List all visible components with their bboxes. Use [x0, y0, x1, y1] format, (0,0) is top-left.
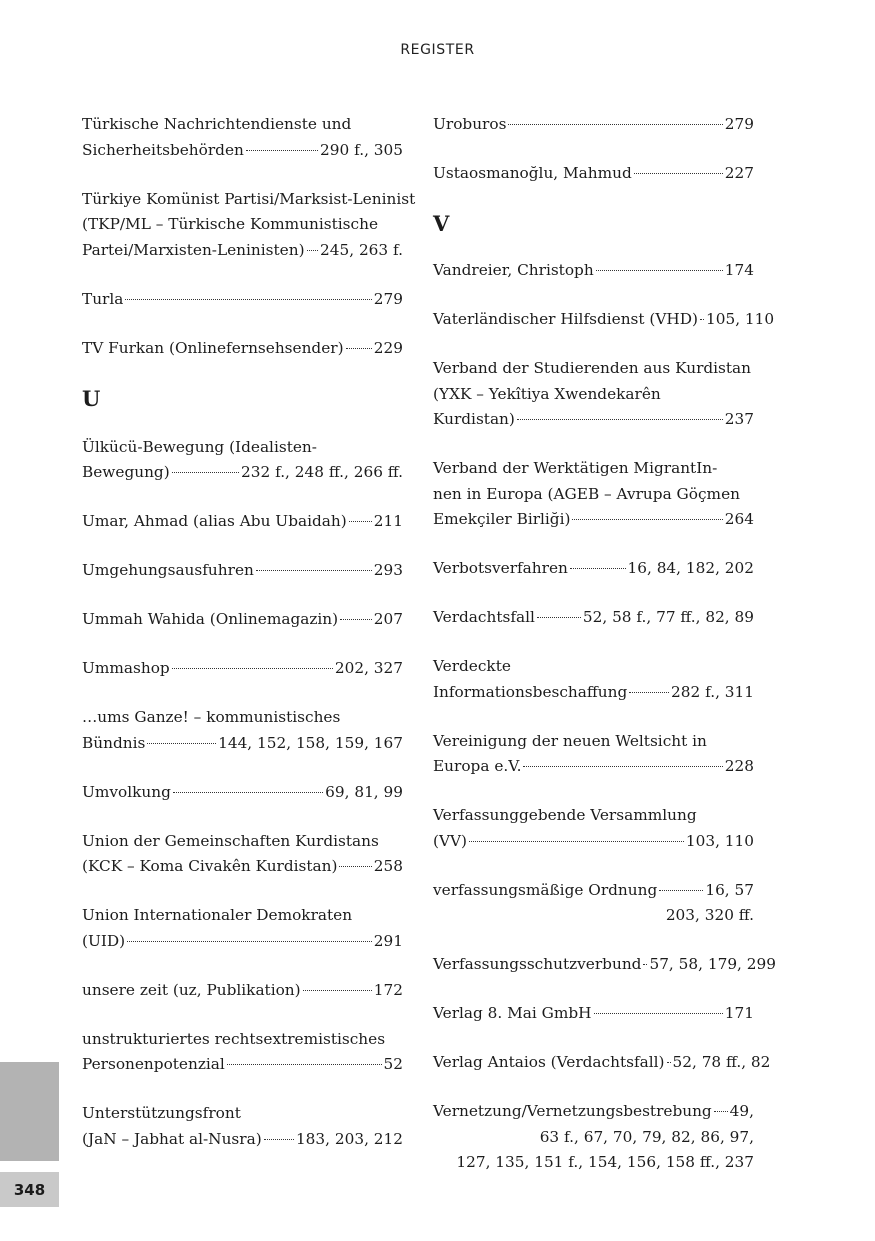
entry-line: [433, 803, 754, 829]
entry-line: [433, 556, 754, 582]
entry-line: [433, 507, 754, 533]
entry-line: [433, 680, 754, 706]
entry-term: Umar, Ahmad (alias Abu Ubaidah): [82, 512, 347, 530]
index-entry: [433, 556, 754, 582]
index-entry: [82, 656, 403, 682]
entry-pages: 228: [724, 757, 754, 775]
entry-term: Kurdistan): [433, 410, 515, 428]
entry-term: Verband der Studierenden aus Kurdistan: [433, 359, 752, 377]
section-letter: U: [82, 385, 101, 411]
index-entry: [82, 336, 403, 362]
index-entry: [433, 803, 754, 854]
entry-pages: 103, 110: [685, 831, 754, 850]
entry-term: Emekçiler Birliği): [433, 510, 571, 528]
index-entry: [82, 435, 403, 486]
index-entry: [433, 878, 754, 929]
index-entry: [433, 161, 754, 187]
entry-pages: 229: [373, 338, 403, 357]
entry-pages: 293: [373, 561, 403, 579]
index-entry: [433, 456, 754, 533]
dot-leader: [346, 348, 372, 349]
running-header: REGISTER: [400, 42, 475, 58]
index-entry: [433, 605, 754, 631]
entry-term: Unterstützungsfront: [82, 1104, 241, 1122]
entry-line: [82, 903, 403, 929]
entry-line: [82, 705, 403, 731]
entry-line: [82, 1127, 403, 1153]
entry-term: Europa e.V.: [433, 757, 522, 775]
dot-leader: [572, 519, 722, 520]
entry-pages: 57, 58, 179, 299: [649, 955, 776, 973]
entry-pages: 144, 152, 158, 159, 167: [218, 733, 403, 752]
entry-term: Union Internationaler Demokraten: [82, 906, 353, 924]
entry-line: [433, 407, 754, 433]
dot-leader: [659, 890, 703, 891]
entry-line-continuation: [433, 903, 754, 929]
entry-pages: 207: [373, 610, 403, 628]
index-entry: [82, 509, 403, 535]
entry-pages: 49,: [729, 1102, 754, 1120]
entry-line: [82, 929, 403, 955]
index-entry: [82, 287, 403, 313]
entry-pages: 52: [383, 1055, 403, 1073]
dot-leader: [125, 299, 371, 300]
index-entry: [82, 903, 403, 954]
entry-pages: 16, 84, 182, 202: [627, 559, 754, 577]
entry-line: [82, 509, 403, 535]
entry-line: [433, 456, 754, 482]
entry-term: Türkiye Komünist Partisi/Marksist-Leninist: [82, 189, 416, 208]
index-column-right: [433, 112, 776, 1199]
entry-line: [82, 607, 403, 633]
entry-term: Verlag Antaios (Verdachtsfall): [433, 1053, 665, 1071]
index-entry: [433, 258, 754, 284]
entry-line: [433, 605, 754, 631]
dot-leader: [570, 568, 626, 569]
entry-term: unsere zeit (uz, Publikation): [82, 980, 301, 999]
entry-line: [433, 258, 754, 284]
entry-line: [433, 754, 754, 780]
entry-term: Bewegung): [82, 463, 170, 481]
dot-leader: [127, 941, 372, 942]
dot-leader: [172, 472, 239, 473]
entry-line: [433, 1001, 754, 1027]
entry-line: [82, 460, 403, 486]
entry-pages: 183, 203, 212: [295, 1129, 403, 1148]
entry-pages: 279: [724, 115, 754, 133]
entry-pages: 245, 263 f.: [320, 240, 403, 259]
entry-pages: 237: [724, 410, 754, 428]
entry-pages: 171: [724, 1004, 754, 1022]
entry-term: nen in Europa (AGEB – Avrupa Göçmen: [433, 484, 740, 503]
entry-term: Verdeckte: [433, 657, 511, 675]
dot-leader: [307, 250, 318, 251]
index-entry: [82, 978, 403, 1004]
entry-term: Partei/Marxisten-Leninisten): [82, 240, 305, 259]
entry-term: Ummah Wahida (Onlinemagazin): [82, 610, 339, 628]
index-entry: [82, 1027, 403, 1078]
entry-line-continuation: [433, 1125, 754, 1151]
entry-term: TV Furkan (Onlinefernsehsender): [82, 338, 344, 357]
dot-leader: [643, 964, 647, 965]
entry-line: [433, 161, 754, 187]
index-entry: [433, 729, 754, 780]
index-entry: [433, 356, 754, 433]
dot-leader: [264, 1139, 294, 1140]
index-entry: [82, 112, 403, 163]
entry-pages: 202, 327: [334, 659, 403, 677]
entry-term: Türkische Nachrichtendienste und: [82, 115, 352, 133]
entry-term: Vaterländischer Hilfsdienst (VHD): [433, 310, 698, 328]
entry-line: [82, 435, 403, 461]
entry-term: Verfassungsschutzverbund: [433, 955, 642, 973]
dot-leader: [227, 1064, 382, 1065]
entry-term: Vernetzung/Vernetzungsbestrebung: [433, 1102, 712, 1120]
entry-line: [433, 112, 754, 138]
index-entry: [82, 829, 403, 880]
entry-line: [82, 238, 403, 264]
index-entry: [82, 187, 416, 264]
entry-line: [82, 1101, 403, 1127]
entry-pages: 127, 135, 151 f., 154, 156, 158 ff., 237: [456, 1153, 754, 1171]
index-entry: [433, 952, 776, 978]
entry-pages: 63 f., 67, 70, 79, 82, 86, 97,: [539, 1127, 754, 1146]
dot-leader: [629, 692, 669, 693]
dot-leader: [714, 1111, 728, 1112]
entry-pages: 69, 81, 99: [325, 782, 403, 801]
dot-leader: [523, 766, 722, 767]
entry-term: Verband der Werktätigen MigrantIn-: [433, 459, 718, 477]
index-column-left: [82, 112, 416, 1176]
dot-leader: [634, 173, 723, 174]
entry-term: Personenpotenzial: [82, 1055, 225, 1073]
dot-leader: [469, 841, 684, 842]
dot-leader: [173, 792, 323, 793]
entry-line: [433, 654, 754, 680]
entry-term: Umvolkung: [82, 782, 171, 801]
entry-line: [433, 829, 754, 855]
index-entry: [433, 654, 754, 705]
index-entry: [433, 1050, 771, 1076]
entry-term: …ums Ganze! – kommunistisches: [82, 708, 341, 726]
page-number: 348: [0, 1172, 59, 1207]
entry-term: Vandreier, Christoph: [433, 261, 594, 279]
entry-term: verfassungsmäßige Ordnung: [433, 880, 658, 899]
entry-pages: 282 f., 311: [671, 682, 754, 701]
entry-term: (TKP/ML – Türkische Kommunistische: [82, 215, 378, 233]
entry-pages: 52, 58 f., 77 ff., 82, 89: [582, 608, 754, 626]
entry-line: [82, 287, 403, 313]
entry-pages: 211: [373, 512, 403, 530]
entry-pages: 279: [373, 289, 403, 308]
entry-line-continuation: [433, 1150, 754, 1176]
dot-leader: [339, 866, 371, 867]
entry-line: [82, 731, 403, 757]
entry-term: Verfassunggebende Versammlung: [433, 806, 697, 824]
entry-line: [82, 138, 403, 164]
entry-term: Informationsbeschaffung: [433, 682, 628, 701]
entry-pages: 227: [724, 164, 754, 182]
entry-line: [433, 356, 754, 382]
entry-term: Umgehungsausfuhren: [82, 561, 254, 579]
entry-line: [433, 1050, 771, 1076]
dot-leader: [147, 743, 216, 744]
index-entry: [82, 1101, 403, 1152]
dot-leader: [517, 419, 723, 420]
entry-term: (UID): [82, 931, 126, 950]
entry-line: [82, 558, 403, 584]
entry-pages: 203, 320 ff.: [665, 906, 754, 924]
entry-line: [82, 1027, 403, 1053]
entry-term: (VV): [433, 831, 468, 850]
index-entry: [82, 780, 403, 806]
entry-term: Vereinigung der neuen Weltsicht in: [433, 731, 707, 750]
entry-line: [433, 482, 754, 508]
entry-pages: 264: [724, 510, 754, 528]
dot-leader: [700, 319, 704, 320]
dot-leader: [340, 619, 372, 620]
chapter-side-tab: [0, 1062, 59, 1161]
index-entry: [433, 1001, 754, 1027]
entry-line: [82, 212, 403, 238]
entry-pages: 291: [373, 931, 403, 950]
entry-line: [82, 1052, 403, 1078]
entry-term: (JaN – Jabhat al-Nusra): [82, 1129, 262, 1148]
dot-leader: [172, 668, 333, 669]
index-entry: [82, 558, 403, 584]
entry-line: [433, 878, 754, 904]
entry-term: Ülkücü-Bewegung (Idealisten-: [82, 437, 317, 456]
dot-leader: [246, 150, 318, 151]
entry-term: Union der Gemeinschaften Kurdistans: [82, 831, 379, 850]
entry-term: Ummashop: [82, 659, 170, 677]
entry-pages: 52, 78 ff., 82: [672, 1053, 771, 1071]
dot-leader: [594, 1013, 723, 1014]
entry-term: Turla: [82, 289, 124, 308]
entry-line: [433, 952, 776, 978]
index-entry: [433, 1099, 754, 1176]
entry-term: Sicherheitsbehörden: [82, 140, 244, 159]
entry-term: (KCK – Koma Civakên Kurdistan): [82, 857, 338, 875]
entry-pages: 232 f., 248 ff., 266 ff.: [241, 463, 403, 481]
entry-line: [433, 729, 754, 755]
entry-term: unstrukturiertes rechtsextremistisches: [82, 1029, 386, 1048]
entry-line: [433, 382, 754, 408]
entry-line: [82, 780, 403, 806]
entry-line: [82, 978, 403, 1004]
entry-pages: 258: [373, 857, 403, 875]
entry-line: [82, 336, 403, 362]
index-entry: [82, 705, 403, 756]
entry-pages: 105, 110: [706, 310, 775, 328]
entry-term: (YXK – Yekîtiya Xwendekarên: [433, 384, 661, 403]
entry-pages: 290 f., 305: [320, 140, 403, 159]
dot-leader: [537, 617, 581, 618]
dot-leader: [667, 1062, 671, 1063]
entry-pages: 172: [373, 980, 403, 999]
index-entry: [433, 307, 775, 333]
entry-line: [433, 307, 775, 333]
dot-leader: [596, 270, 723, 271]
entry-line: [82, 112, 403, 138]
entry-line: [82, 187, 416, 213]
entry-term: Ustaosmanoğlu, Mahmud: [433, 164, 632, 182]
entry-pages: 16, 57: [705, 880, 754, 899]
index-entry: [82, 607, 403, 633]
entry-pages: 174: [724, 261, 754, 279]
section-letter: V: [433, 211, 450, 236]
entry-term: Verlag 8. Mai GmbH: [433, 1004, 592, 1022]
index-entry: [433, 112, 754, 138]
entry-line: [82, 656, 403, 682]
entry-line: [433, 1099, 754, 1125]
dot-leader: [303, 990, 372, 991]
entry-line: [82, 829, 403, 855]
dot-leader: [349, 521, 372, 522]
entry-term: Verdachtsfall: [433, 608, 535, 626]
dot-leader: [256, 570, 372, 571]
entry-term: Uroburos: [433, 115, 507, 133]
entry-term: Bündnis: [82, 733, 146, 752]
dot-leader: [508, 124, 722, 125]
entry-line: [82, 854, 403, 880]
entry-term: Verbotsverfahren: [433, 559, 568, 577]
